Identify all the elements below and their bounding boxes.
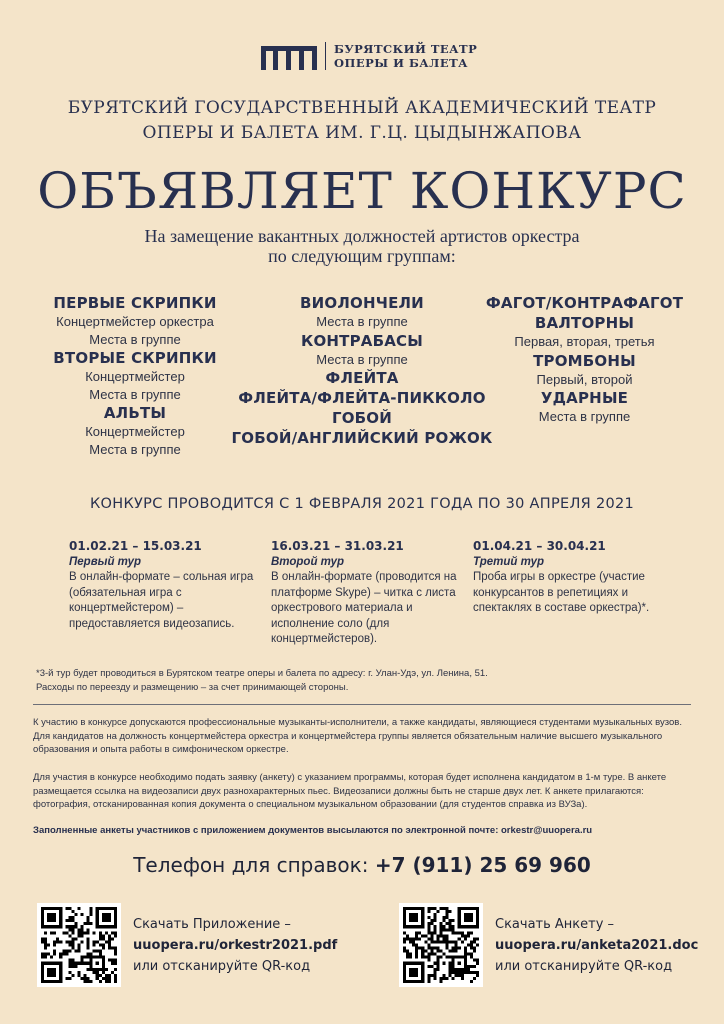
group-heading: ФЛЕЙТА	[325, 369, 399, 387]
phone-number[interactable]: +7 (911) 25 69 960	[374, 853, 591, 877]
theatre-name-line-2: ОПЕРЫ И БАЛЕТА ИМ. Г.Ц. ЦЫДЫНЖАПОВА	[142, 123, 582, 143]
download-app-block	[37, 903, 337, 987]
application-paragraph: Для участия в конкурсе необходимо подать заявку (анкету) с указанием программы, которая будет исполнена кандидатом в 1-м туре. В анкете размещается ссылка на видеозаписи двух разнохарактерных пьес. Видеозаписи должны быть не старше двух лет. К анкете прилагаются: фотография, отсканированная копия документа о специальном музыкальном образовании (для студентов справка из ВУЗа).	[33, 772, 667, 810]
logo-text	[334, 42, 477, 70]
tour-2	[271, 538, 471, 648]
download-form-hint: или отсканируйте QR-код	[495, 959, 673, 974]
group-detail: Концертмейстер	[85, 369, 185, 384]
qr-code-icon[interactable]	[399, 903, 483, 987]
logo-arches-icon	[261, 42, 317, 70]
tour-3-description: Проба игры в оркестре (участие конкурсантов в репетициях и спектаклях в составе оркестра)*.	[473, 571, 650, 614]
phone-label: Телефон для справок:	[133, 853, 375, 877]
group-detail: Места в группе	[316, 314, 408, 329]
group-heading: ВИОЛОНЧЕЛИ	[300, 294, 424, 312]
group-heading: ТРОМБОНЫ	[533, 351, 636, 370]
group-heading: АЛЬТЫ	[103, 404, 167, 422]
footnote-line-2: Расходы по переезду и размещению – за счет принимающей стороны.	[36, 681, 349, 693]
competition-period: КОНКУРС ПРОВОДИТСЯ С 1 ФЕВРАЛЯ 2021 ГОДА ПО 30 АПРЕЛЯ 2021	[89, 496, 635, 512]
qr-code-icon[interactable]	[37, 903, 121, 987]
group-detail: Места в группе	[89, 386, 181, 402]
group-heading: ФАГОТ/КОНТРАФАГОТ	[485, 294, 684, 312]
subheading	[0, 226, 724, 266]
tour-1-dates: 01.02.21 – 15.03.21	[69, 539, 202, 553]
page-title: ОБЪЯВЛЯЕТ КОНКУРС	[37, 162, 687, 220]
download-app-hint: или отсканируйте QR-код	[133, 959, 311, 974]
group-detail: Места в группе	[538, 409, 631, 424]
group-detail: Концертмейстер	[85, 424, 185, 439]
logo-line-2: ОПЕРЫ И БАЛЕТА	[334, 56, 469, 70]
download-app-link[interactable]: uuopera.ru/orkestr2021.pdf	[133, 938, 338, 953]
tour-3	[473, 538, 683, 617]
group-heading: ВТОРЫЕ СКРИПКИ	[53, 349, 217, 367]
email-paragraph[interactable]: Заполненные анкеты участников с приложением документов высылаются по электронной почте: orkestr@uuopera.ru	[33, 825, 593, 836]
groups-column-3	[472, 293, 697, 426]
tour-1-title: Первый тур	[69, 556, 142, 568]
phone-line	[0, 853, 724, 877]
download-form-link[interactable]: uuopera.ru/anketa2021.doc	[495, 938, 699, 953]
download-app-text	[133, 914, 337, 977]
groups-column-2	[227, 293, 497, 448]
download-app-label: Скачать Приложение –	[133, 917, 291, 932]
theatre-full-name	[0, 96, 724, 146]
group-heading: ПЕРВЫЕ СКРИПКИ	[53, 294, 217, 312]
group-heading: ФЛЕЙТА/ФЛЕЙТА-ПИККОЛО	[238, 389, 486, 407]
tour-1	[69, 538, 269, 632]
download-form-label: Скачать Анкету –	[495, 917, 615, 932]
download-form-block	[399, 903, 698, 987]
tour-3-dates: 01.04.21 – 30.04.21	[473, 539, 606, 553]
subheading-line-1: На замещение вакантных должностей артистов оркестра	[144, 226, 580, 246]
tour-3-title: Третий тур	[473, 556, 544, 568]
download-form-text	[495, 914, 698, 977]
logo-line-1: БУРЯТСКИЙ ТЕАТР	[334, 42, 478, 56]
group-detail: Места в группе	[89, 441, 181, 457]
group-heading: КОНТРАБАСЫ	[301, 331, 423, 350]
eligibility-paragraph: К участию в конкурсе допускаются профессиональные музыканты-исполнители, а также кандидаты, являющиеся студентами музыкальных вузов. Для кандидатов на должность концертмейстера оркестра и концертмейстера группы является обязательным наличие высшего музыкального образования и опыта работы в симфоническом оркестре.	[33, 717, 682, 755]
theatre-name-line-1: БУРЯТСКИЙ ГОСУДАРСТВЕННЫЙ АКАДЕМИЧЕСКИЙ ТЕАТР	[67, 98, 657, 118]
group-detail: Концертмейстер оркестра	[56, 314, 214, 329]
group-heading: ВАЛТОРНЫ	[534, 314, 635, 332]
logo-divider	[325, 42, 326, 70]
group-detail: Первая, вторая, третья	[514, 334, 655, 349]
group-detail: Первый, второй	[536, 371, 633, 387]
group-heading: ГОБОЙ/АНГЛИЙСКИЙ РОЖОК	[231, 429, 493, 447]
section-divider	[33, 704, 691, 705]
tour-2-dates: 16.03.21 – 31.03.21	[271, 539, 404, 553]
group-detail: Места в группе	[89, 331, 181, 347]
tour-2-title: Второй тур	[271, 556, 345, 568]
group-detail: Места в группе	[316, 351, 408, 367]
footnote	[36, 667, 696, 694]
groups-column-1	[20, 293, 250, 458]
tour-2-description: В онлайн-формате (проводится на платформе Skype) – читка с листа оркестрового материала и исполнение соло (для концертмейстеров).	[271, 571, 457, 645]
group-heading: УДАРНЫЕ	[540, 389, 629, 407]
footnote-line-1: *3-й тур будет проводиться в Бурятском театре оперы и балета по адресу: г. Улан-Удэ, ул. Ленина, 51.	[36, 668, 488, 679]
tour-1-description: В онлайн-формате – сольная игра (обязательная игра с концертмейстером) – предоставляется видеозапись.	[69, 571, 254, 630]
theatre-logo	[261, 42, 477, 70]
subheading-line-2: по следующим группам:	[268, 246, 456, 266]
group-heading: ГОБОЙ	[331, 409, 393, 427]
